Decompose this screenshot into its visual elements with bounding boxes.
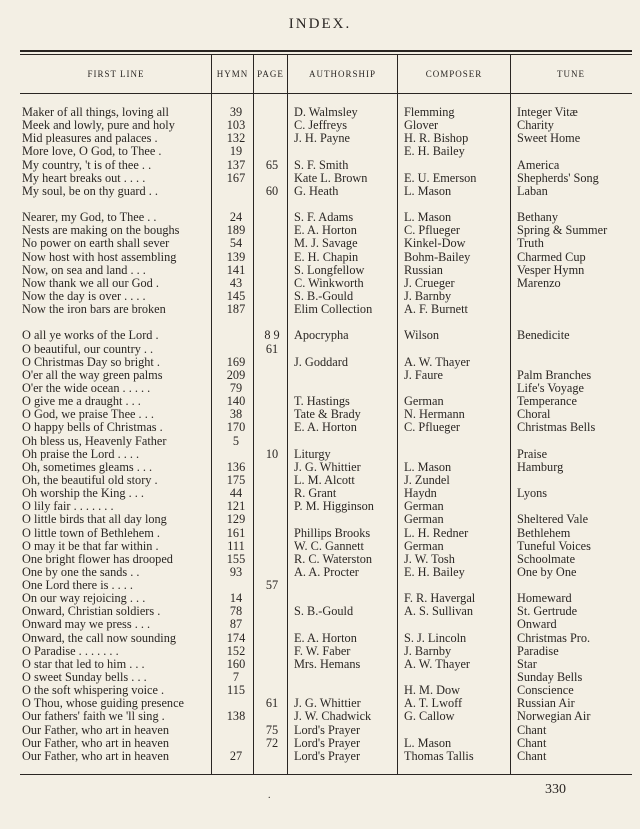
authorship-cell: E. A. Horton	[294, 224, 357, 238]
authorship-cell: C. Jeffreys	[294, 119, 348, 133]
page-number-cell: 65	[265, 158, 279, 172]
first-line-cell: O lily fair . . . . . . .	[22, 500, 114, 514]
tune-cell: Praise	[517, 447, 548, 461]
page-number-cell: 61	[265, 342, 279, 356]
hymn-number-cell: 39	[229, 106, 243, 119]
composer-cell: Kinkel-Dow	[404, 237, 466, 251]
table-row	[0, 290, 640, 303]
tune-cell: Russian Air	[517, 697, 575, 711]
tune-cell: Homeward	[517, 592, 572, 606]
first-line-cell: Nests are making on the boughs	[22, 224, 180, 238]
tune-cell: Sweet Home	[517, 132, 581, 146]
composer-cell: German	[404, 500, 444, 514]
table-row	[0, 605, 640, 618]
first-line-cell: Oh praise the Lord . . . .	[22, 447, 140, 461]
composer-cell: F. R. Havergal	[404, 592, 476, 606]
table-row	[0, 382, 640, 395]
tune-cell: Vesper Hymn	[517, 263, 585, 277]
tune-cell: Onward	[517, 618, 557, 632]
first-line-cell: My soul, be on thy guard . .	[22, 184, 158, 198]
composer-cell: Bohm-Bailey	[404, 250, 471, 264]
table-row	[0, 618, 640, 631]
table-row	[0, 172, 640, 185]
first-line-cell: O all ye works of the Lord .	[22, 329, 159, 343]
tune-cell: Shepherds' Song	[517, 171, 599, 185]
first-line-cell: Mid pleasures and palaces .	[22, 132, 158, 146]
authorship-cell: Elim Collection	[294, 303, 373, 317]
composer-cell: A. F. Burnett	[404, 303, 468, 317]
tune-cell: Laban	[517, 184, 548, 198]
hymn-number-cell: 5	[232, 434, 240, 448]
table-row	[0, 303, 640, 316]
header-composer: COMPOSER	[425, 69, 483, 79]
table-row	[0, 645, 640, 658]
header-authorship: AUTHORSHIP	[308, 69, 376, 79]
composer-cell: C. Pflueger	[404, 421, 461, 435]
authorship-cell: T. Hastings	[294, 395, 350, 409]
group-spacer	[0, 316, 640, 329]
hymn-number-cell: 167	[226, 171, 246, 185]
hymn-number-cell: 121	[226, 500, 246, 514]
composer-cell: L. Mason	[404, 460, 452, 474]
tune-cell: Chant	[517, 736, 547, 750]
hymn-number-cell: 138	[226, 710, 246, 724]
page-number-cell: 8 9	[264, 329, 280, 343]
table-row	[0, 632, 640, 645]
hymn-number-cell: 187	[226, 303, 246, 317]
authorship-cell: Phillips Brooks	[294, 526, 371, 540]
table-row	[0, 159, 640, 172]
authorship-cell: Mrs. Hemans	[294, 657, 361, 671]
table-row	[0, 513, 640, 526]
hymn-number-cell: 170	[226, 421, 246, 435]
tune-cell: Marenzo	[517, 276, 561, 290]
authorship-cell: Lord's Prayer	[294, 736, 361, 750]
authorship-cell: E. A. Horton	[294, 631, 357, 645]
table-row	[0, 408, 640, 421]
table-row	[0, 737, 640, 750]
hymn-number-cell: 136	[226, 460, 246, 474]
first-line-cell: O Paradise . . . . . . .	[22, 644, 119, 658]
hymn-number-cell: 129	[226, 513, 246, 527]
first-line-cell: O give me a draught . . .	[22, 395, 141, 409]
table-row	[0, 369, 640, 382]
header-hymn: HYMN	[216, 69, 249, 79]
index-table-body	[0, 106, 640, 763]
first-line-cell: One by one the sands . .	[22, 565, 140, 579]
composer-cell: L. Mason	[404, 736, 452, 750]
authorship-cell: F. W. Faber	[294, 644, 351, 658]
authorship-cell: R. Grant	[294, 487, 337, 501]
tune-cell: Life's Voyage	[517, 381, 584, 395]
authorship-cell: Liturgy	[294, 447, 331, 461]
hymn-number-cell: 169	[226, 355, 246, 369]
composer-cell: Glover	[404, 119, 439, 133]
authorship-cell: P. M. Higginson	[294, 500, 374, 514]
first-line-cell: Now the iron bars are broken	[22, 303, 166, 317]
table-row	[0, 264, 640, 277]
hymn-number-cell: 140	[226, 395, 246, 409]
first-line-cell: Oh bless us, Heavenly Father	[22, 434, 167, 448]
hymn-number-cell: 160	[226, 657, 246, 671]
first-line-cell: Our Father, who art in heaven	[22, 749, 170, 763]
tune-cell: Chant	[517, 749, 547, 763]
composer-cell: Flemming	[404, 106, 455, 119]
table-row	[0, 592, 640, 605]
tune-cell: Schoolmate	[517, 552, 576, 566]
composer-cell: G. Callow	[404, 710, 455, 724]
authorship-cell: E. H. Chapin	[294, 250, 359, 264]
table-row	[0, 658, 640, 671]
table-row	[0, 527, 640, 540]
hymn-number-cell: 93	[229, 565, 243, 579]
header-tune: TUNE	[557, 69, 585, 79]
first-line-cell: My country, 't is of thee . .	[22, 158, 152, 172]
header-page: PAGE	[257, 69, 284, 79]
authorship-cell: S. B.-Gould	[294, 289, 354, 303]
first-line-cell: O God, we praise Thee . . .	[22, 408, 154, 422]
page-title: INDEX.	[288, 16, 352, 32]
first-line-cell: Onward may we press . . .	[22, 618, 151, 632]
hymn-number-cell: 79	[229, 381, 243, 395]
composer-cell: J. Faure	[404, 368, 443, 382]
hymn-number-cell: 139	[226, 250, 246, 264]
table-row	[0, 132, 640, 145]
composer-cell: Russian	[404, 263, 443, 277]
hymn-number-cell: 141	[226, 263, 246, 277]
authorship-cell: J. G. Whittier	[294, 460, 361, 474]
tune-cell: Spring & Summer	[517, 224, 608, 238]
authorship-cell: J. Goddard	[294, 355, 348, 369]
authorship-cell: A. A. Procter	[294, 565, 359, 579]
hymn-number-cell: 145	[226, 289, 246, 303]
table-row	[0, 277, 640, 290]
header-rule	[20, 93, 632, 94]
first-line-cell: Now thank we all our God .	[22, 276, 159, 290]
page-number-cell: 57	[265, 579, 279, 593]
hymn-number-cell: 155	[226, 552, 246, 566]
first-line-cell: O star that led to him . . .	[22, 657, 145, 671]
tune-cell: Sheltered Vale	[517, 513, 589, 527]
first-line-cell: Maker of all things, loving all	[22, 106, 169, 119]
tune-cell: Integer Vitæ	[517, 106, 578, 119]
first-line-cell: Onward, Christian soldiers .	[22, 605, 161, 619]
table-row	[0, 474, 640, 487]
first-line-cell: O the soft whispering voice .	[22, 684, 165, 698]
table-row	[0, 211, 640, 224]
first-line-cell: On our way rejoicing . . .	[22, 592, 146, 606]
first-line-cell: One bright flower has drooped	[22, 552, 173, 566]
composer-cell: German	[404, 513, 444, 527]
hymn-number-cell: 152	[226, 644, 246, 658]
first-line-cell: O'er the wide ocean . . . . .	[22, 381, 151, 395]
first-line-cell: My heart breaks out . . . .	[22, 171, 146, 185]
table-row	[0, 461, 640, 474]
page-number-cell: 75	[265, 723, 279, 737]
table-row	[0, 251, 640, 264]
group-spacer	[0, 198, 640, 211]
tune-cell: Star	[517, 657, 537, 671]
tune-cell: Bethlehem	[517, 526, 571, 540]
tune-cell: Palm Branches	[517, 368, 592, 382]
hymn-number-cell: 87	[229, 618, 243, 632]
first-line-cell: No power on earth shall sever	[22, 237, 170, 251]
hymn-number-cell: 44	[229, 487, 243, 501]
first-line-cell: Nearer, my God, to Thee . .	[22, 211, 157, 225]
first-line-cell: Now the day is over . . . .	[22, 289, 146, 303]
table-row	[0, 185, 640, 198]
tune-cell: Benedicite	[517, 329, 570, 343]
first-line-cell: Oh, sometimes gleams . . .	[22, 460, 153, 474]
composer-cell: A. W. Thayer	[404, 657, 471, 671]
bottom-rule	[20, 774, 632, 775]
composer-cell: A. T. Lwoff	[404, 697, 463, 711]
composer-cell: H. M. Dow	[404, 684, 461, 698]
hymn-number-cell: 115	[227, 684, 245, 698]
first-line-cell: Our Father, who art in heaven	[22, 736, 170, 750]
first-line-cell: O little town of Bethlehem .	[22, 526, 160, 540]
tune-cell: Charmed Cup	[517, 250, 586, 264]
composer-cell: Wilson	[404, 329, 440, 343]
first-line-cell: Onward, the call now sounding	[22, 631, 177, 645]
authorship-cell: M. J. Savage	[294, 237, 358, 251]
authorship-cell: Tate & Brady	[294, 408, 361, 422]
first-line-cell: Now, on sea and land . . .	[22, 263, 146, 277]
tune-cell: Hamburg	[517, 460, 564, 474]
first-line-cell: One Lord there is . . . .	[22, 579, 133, 593]
table-row	[0, 750, 640, 763]
table-row	[0, 106, 640, 119]
tune-cell: Charity	[517, 119, 554, 133]
table-row	[0, 435, 640, 448]
authorship-cell: C. Winkworth	[294, 276, 364, 290]
top-rule-thin	[20, 54, 632, 55]
hymn-number-cell: 7	[232, 671, 240, 685]
authorship-cell: S. Longfellow	[294, 263, 365, 277]
table-row	[0, 697, 640, 710]
table-row	[0, 356, 640, 369]
first-line-cell: O may it be that far within .	[22, 539, 159, 553]
composer-cell: N. Hermann	[404, 408, 465, 422]
first-line-cell: Oh worship the King . . .	[22, 487, 144, 501]
table-row	[0, 224, 640, 237]
tune-cell: Tuneful Voices	[517, 539, 591, 553]
authorship-cell: Apocrypha	[294, 329, 349, 343]
tune-cell: One by One	[517, 565, 577, 579]
table-row	[0, 119, 640, 132]
tune-cell: Conscience	[517, 684, 574, 698]
hymn-number-cell: 161	[226, 526, 246, 540]
hymn-number-cell: 132	[226, 132, 246, 146]
tune-cell: Christmas Pro.	[517, 631, 591, 645]
composer-cell: A. W. Thayer	[404, 355, 471, 369]
tune-cell: Bethany	[517, 211, 558, 225]
tune-cell: Truth	[517, 237, 544, 251]
table-row	[0, 579, 640, 592]
table-row	[0, 421, 640, 434]
first-line-cell: O happy bells of Christmas .	[22, 421, 163, 435]
authorship-cell: S. F. Adams	[294, 211, 354, 225]
table-row	[0, 237, 640, 250]
first-line-cell: O sweet Sunday bells . . .	[22, 671, 147, 685]
hymn-number-cell: 175	[226, 473, 246, 487]
authorship-cell: Lord's Prayer	[294, 749, 361, 763]
tune-cell: Norwegian Air	[517, 710, 591, 724]
table-row	[0, 395, 640, 408]
composer-cell: J. Zundel	[404, 473, 450, 487]
table-row	[0, 487, 640, 500]
first-line-cell: O Thou, whose guiding presence	[22, 697, 184, 711]
hymn-number-cell: 43	[229, 276, 243, 290]
composer-cell: German	[404, 539, 444, 553]
table-row	[0, 671, 640, 684]
header-first-line: FIRST LINE	[87, 69, 145, 79]
tune-cell: Temperance	[517, 395, 577, 409]
page-number: 330	[545, 782, 566, 797]
tune-cell: Choral	[517, 408, 551, 422]
composer-cell: Thomas Tallis	[404, 749, 474, 763]
tune-cell: Chant	[517, 723, 547, 737]
table-row	[0, 553, 640, 566]
hymn-number-cell: 38	[229, 408, 243, 422]
first-line-cell: O little birds that all day long	[22, 513, 167, 527]
composer-cell: E. H. Bailey	[404, 565, 465, 579]
tune-cell: St. Gertrude	[517, 605, 578, 619]
table-row	[0, 566, 640, 579]
composer-cell: J. Barnby	[404, 644, 452, 658]
table-row	[0, 540, 640, 553]
first-line-cell: Our Father, who art in heaven	[22, 723, 170, 737]
composer-cell: E. U. Emerson	[404, 171, 477, 185]
hymn-number-cell: 24	[229, 211, 243, 225]
hymn-number-cell: 54	[229, 237, 243, 251]
hymn-number-cell: 189	[226, 224, 246, 238]
composer-cell: Haydn	[404, 487, 437, 501]
authorship-cell: S. F. Smith	[294, 158, 349, 172]
authorship-cell: J. H. Payne	[294, 132, 351, 146]
table-row	[0, 710, 640, 723]
authorship-cell: D. Walmsley	[294, 106, 358, 119]
authorship-cell: J. G. Whittier	[294, 697, 361, 711]
hymn-number-cell: 111	[227, 539, 245, 553]
composer-cell: J. W. Tosh	[404, 552, 455, 566]
composer-cell: L. Mason	[404, 184, 452, 198]
first-line-cell: Our fathers' faith we 'll sing .	[22, 710, 165, 724]
tune-cell: Paradise	[517, 644, 559, 658]
authorship-cell: E. A. Horton	[294, 421, 357, 435]
tune-cell: Christmas Bells	[517, 421, 596, 435]
first-line-cell: Oh, the beautiful old story .	[22, 473, 158, 487]
authorship-cell: R. C. Waterston	[294, 552, 373, 566]
tune-cell: America	[517, 158, 560, 172]
authorship-cell: W. C. Gannett	[294, 539, 364, 553]
hymn-number-cell: 103	[226, 119, 246, 133]
first-line-cell: Now host with host assembling	[22, 250, 177, 264]
composer-cell: German	[404, 395, 444, 409]
composer-cell: A. S. Sullivan	[404, 605, 474, 619]
hymn-number-cell: 14	[229, 592, 243, 606]
first-line-cell: O Christmas Day so bright .	[22, 355, 160, 369]
table-row	[0, 724, 640, 737]
hymn-number-cell: 209	[226, 368, 246, 382]
composer-cell: S. J. Lincoln	[404, 631, 467, 645]
page-number-cell: 61	[265, 697, 279, 711]
page-number-cell: 10	[265, 447, 279, 461]
page-number-cell: 60	[265, 184, 279, 198]
table-row	[0, 500, 640, 513]
first-line-cell: More love, O God, to Thee .	[22, 145, 162, 159]
hymn-number-cell: 19	[229, 145, 243, 159]
table-row	[0, 684, 640, 697]
authorship-cell: G. Heath	[294, 184, 339, 198]
composer-cell: E. H. Bailey	[404, 145, 465, 159]
hymn-number-cell: 78	[229, 605, 243, 619]
authorship-cell: L. M. Alcott	[294, 473, 355, 487]
hymn-number-cell: 174	[226, 631, 246, 645]
composer-cell: H. R. Bishop	[404, 132, 469, 146]
page-number-cell: 72	[265, 736, 279, 750]
authorship-cell: J. W. Chadwick	[294, 710, 372, 724]
table-row	[0, 145, 640, 158]
table-row	[0, 329, 640, 342]
composer-cell: J. Crueger	[404, 276, 455, 290]
authorship-cell: Lord's Prayer	[294, 723, 361, 737]
footer-mark: .	[268, 790, 271, 801]
top-rule-thick	[20, 50, 632, 52]
hymn-number-cell: 137	[226, 158, 246, 172]
first-line-cell: O'er all the way green palms	[22, 368, 163, 382]
table-row	[0, 448, 640, 461]
composer-cell: C. Pflueger	[404, 224, 461, 238]
composer-cell: J. Barnby	[404, 289, 452, 303]
tune-cell: Lyons	[517, 487, 548, 501]
first-line-cell: O beautiful, our country . .	[22, 342, 154, 356]
authorship-cell: S. B.-Gould	[294, 605, 354, 619]
hymn-number-cell: 27	[229, 749, 243, 763]
authorship-cell: Kate L. Brown	[294, 171, 368, 185]
table-row	[0, 343, 640, 356]
composer-cell: L. H. Redner	[404, 526, 469, 540]
tune-cell: Sunday Bells	[517, 671, 583, 685]
first-line-cell: Meek and lowly, pure and holy	[22, 119, 175, 133]
composer-cell: L. Mason	[404, 211, 452, 225]
